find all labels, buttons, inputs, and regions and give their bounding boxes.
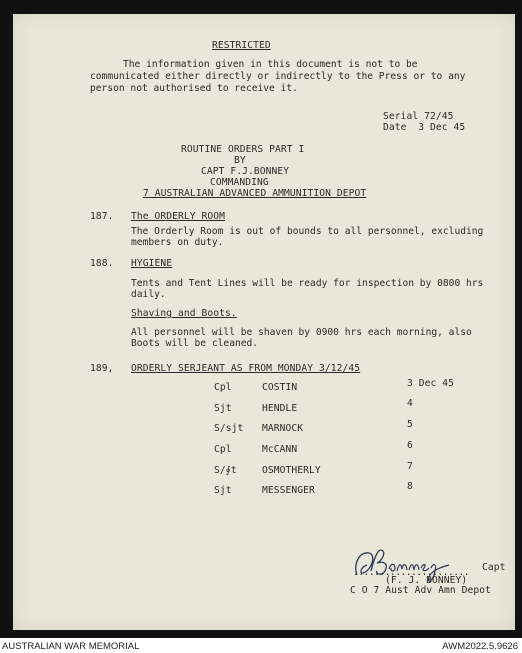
roster-rank: Cpl [214, 382, 232, 393]
roster-rank: S/sjt [214, 423, 244, 434]
classification-label: RESTRICTED [212, 40, 271, 51]
roster-name: MESSENGER [262, 485, 315, 496]
title-line-1: ROUTINE ORDERS PART I [181, 144, 305, 155]
accession-number: AWM2022.5.9626 [442, 641, 518, 652]
order-187-number: 187. [90, 211, 114, 222]
roster-rank: Sjt [214, 403, 232, 414]
archive-footer [0, 640, 522, 653]
document-date: Date 3 Dec 45 [383, 122, 466, 133]
order-188-heading: HYGIENE [131, 258, 173, 269]
roster-day: 3 Dec 45 [407, 378, 455, 389]
roster-rank: Cpl [214, 444, 232, 455]
document-page [13, 14, 515, 630]
serial-number: Serial 72/45 [383, 111, 454, 122]
order-189-number: 189, [90, 363, 114, 374]
roster-name: HENDLE [262, 403, 298, 414]
order-188-sub-text-2: Boots will be cleaned. [131, 338, 259, 349]
roster-rank: Sjt [214, 485, 232, 496]
roster-name: OSMOTHERLY [262, 465, 321, 476]
signatory-name: (F. J. BONNEY) [385, 575, 468, 586]
roster-day: 6 [407, 440, 413, 451]
roster-day: 7 [407, 461, 413, 472]
signature-rank: Capt [482, 562, 506, 573]
warning-line-1: The information given in this document is not to be [123, 59, 418, 70]
order-187-heading: The ORDERLY ROOM [131, 211, 226, 222]
title-line-3: CAPT F.J.BONNEY [201, 166, 290, 177]
roster-name: MARNOCK [262, 423, 304, 434]
order-187-text-2: members on duty. [131, 237, 224, 248]
order-188-subheading: Shaving and Boots. [131, 308, 237, 319]
order-188-number: 188. [90, 258, 114, 269]
warning-line-2: communicated either directly or indirectly to the Press or to any [90, 71, 466, 82]
signatory-appointment: C O 7 Aust Adv Amn Depot [350, 585, 492, 596]
roster-day: 4 [407, 398, 413, 409]
order-187-text-1: The Orderly Room is out of bounds to all personnel, excluding [131, 226, 484, 237]
order-188-text-2: daily. [131, 289, 166, 300]
roster-name: McCANN [262, 444, 298, 455]
order-189-heading: ORDERLY SERJEANT AS FROM MONDAY 3/12/45 [131, 363, 361, 374]
title-line-2: BY [234, 155, 246, 166]
warning-line-3: person not authorised to receive it. [90, 83, 298, 94]
order-188-text-1: Tents and Tent Lines will be ready for inspection by 0800 hrs [131, 278, 484, 289]
title-line-5: 7 AUSTRALIAN ADVANCED AMMUNITION DEPOT [143, 188, 367, 199]
signature-dotted-line: ...................... [353, 567, 470, 578]
roster-day: 5 [407, 419, 413, 430]
archive-source: AUSTRALIAN WAR MEMORIAL [2, 641, 140, 652]
roster-day: 8 [407, 481, 413, 492]
order-188-sub-text-1: All personnel will be shaven by 0900 hrs each morning, also [131, 327, 472, 338]
title-line-4: COMMANDING [210, 177, 269, 188]
roster-name: COSTIN [262, 382, 298, 393]
roster-rank: S/∮t [214, 465, 237, 476]
